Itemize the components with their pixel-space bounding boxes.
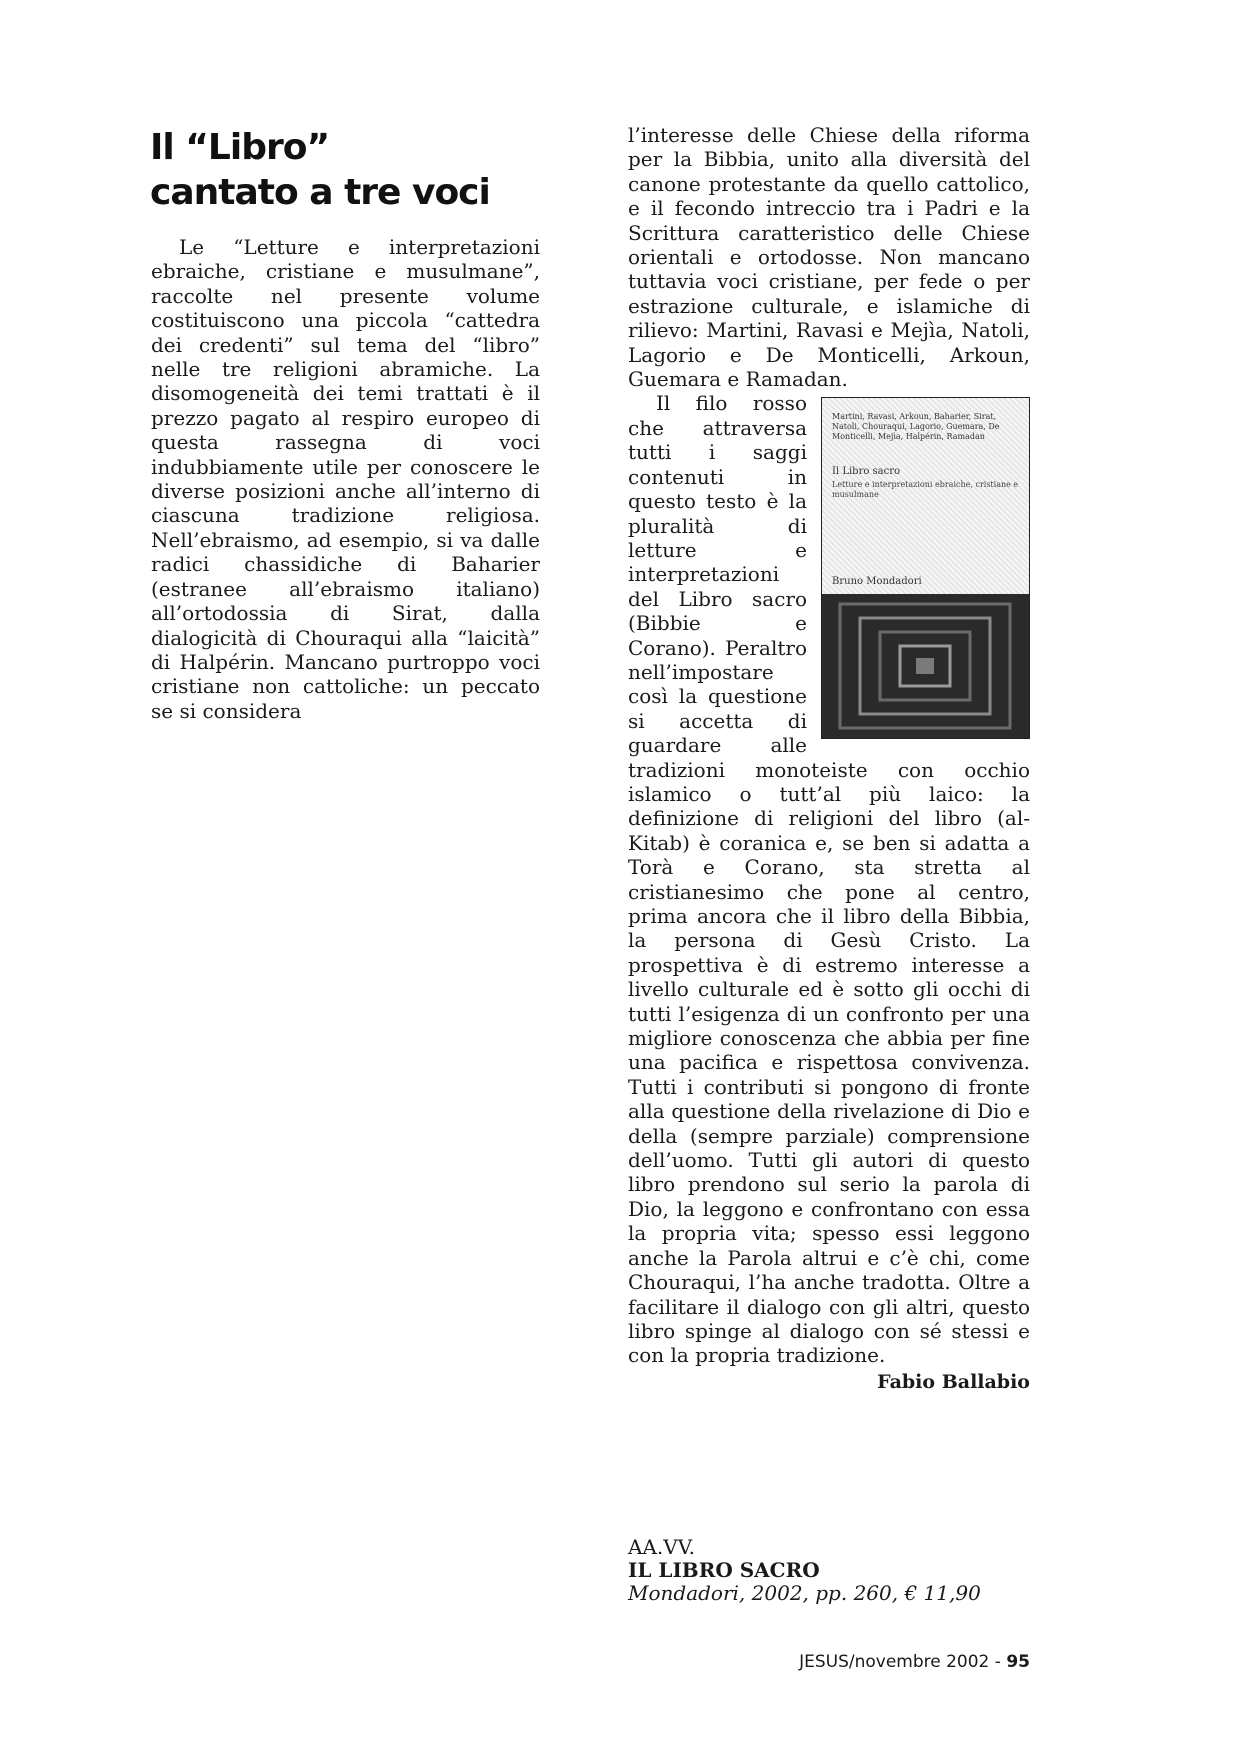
cover-title: Il Libro sacro [832, 466, 901, 478]
left-paragraph-1: Le “Letture e interpretazioni ebraiche, cristiane e musulmane”, raccolte nel presente volume costituiscono una piccola “cattedra dei credenti” sul tema del “libro” nelle tre religioni abramiche. La disomogeneità dei temi trattati è il prezzo pagato al respiro europeo di questa rassegna di voci indubbiamente utile per conoscere le diverse posizioni anche all’interno di ciascuna tradizione religiosa. Nell’ebraismo, ad esempio, si va dalle radici chassidiche di Baharier (estranee all’ebraismo italiano) all’ortodossia di Sirat, dalla dialogicità di Chouraqui alla “laicità” di Halpérin. Mancano purtroppo voci cristiane non cattoliche: un peccato se si considera [151, 235, 540, 723]
right-paragraph-1: l’interesse delle Chiese della riforma per la Bibbia, unito alla diversità del canone protestante da quello cattolico, e il fecondo intreccio tra i Padri e la Scrittura caratteristico delle Chiese orientali e ortodosse. Non mancano tuttavia voci cristiane, per fede o per estrazione culturale, e islamiche di rilievo: Martini, Ravasi e Mejìa, Natoli, Lagorio e De Monticelli, Arkoun, Guemara e Ramadan. [628, 123, 1030, 392]
cover-authors: Martini, Ravasi, Arkoun, Baharier, Sirat, Natoli, Chouraqui, Lagorio, Guemara, De Monticelli, Mejìa, Halpérin, Ramadan [832, 412, 1000, 442]
cover-spiral-art [822, 594, 1029, 738]
book-info-authors: AA.VV. [628, 1535, 695, 1559]
book-info [628, 1536, 1030, 1605]
footer-magazine: JESUS/novembre 2002 - [799, 1652, 1007, 1672]
page-footer [780, 1652, 1030, 1672]
footer-page-number: 95 [1006, 1652, 1030, 1672]
author-signature: Fabio Ballabio [877, 1370, 1030, 1393]
headline-line-1: Il “Libro” [150, 127, 330, 168]
headline-line-2: cantato a tre voci [150, 172, 490, 213]
article-headline [150, 125, 550, 215]
right-paragraph-2: Il filo rosso che attraversa tutti i saggi contenuti in questo testo è la pluralità di letture e interpretazioni del Libro sacro (Bibbie e Corano). Peraltro nell’impostare così la questione si accetta di guardare alle tradizioni monoteiste con occhio islamico o tutt’al più laico: la definizione di religioni del libro (al-Kitab) è coranica e, se ben si adatta a Torà e Corano, sta stretta al cristianesimo che pone al centro, prima ancora che il libro della Bibbia, la persona di Gesù Cristo. La prospettiva è di estremo interesse a livello culturale ed è sotto gli occhi di tutti l’esigenza di un confronto per una migliore conoscenza che abbia per fine una pacifica e rispettosa convivenza. Tutti i contributi si pongono di fronte alla questione della rivelazione di Dio e della (sempre parziale) comprensione dell’uomo. Tutti gli autori di questo libro prendono sul serio la parola di Dio, la leggono e confrontano con essa la propria vita; spesso essi leggono anche la Parola altrui e c’è chi, come Chouraqui, l’ha anche tradotta. Oltre a facilitare il dialogo con gli altri, questo libro spinge al dialogo con sé stessi e con la propria tradizione. [628, 391, 1030, 1368]
book-info-title: IL LIBRO SACRO [628, 1558, 820, 1582]
cover-subtitle: Letture e interpretazioni ebraiche, cristiane e musulmane [832, 480, 1019, 500]
cover-publisher: Bruno Mondadori [832, 576, 922, 588]
book-cover-image [821, 397, 1030, 739]
book-info-details: Mondadori, 2002, pp. 260, € 11,90 [628, 1581, 981, 1605]
cover-artwork [822, 594, 1029, 738]
left-column [151, 235, 540, 723]
right-column [628, 123, 1030, 1394]
